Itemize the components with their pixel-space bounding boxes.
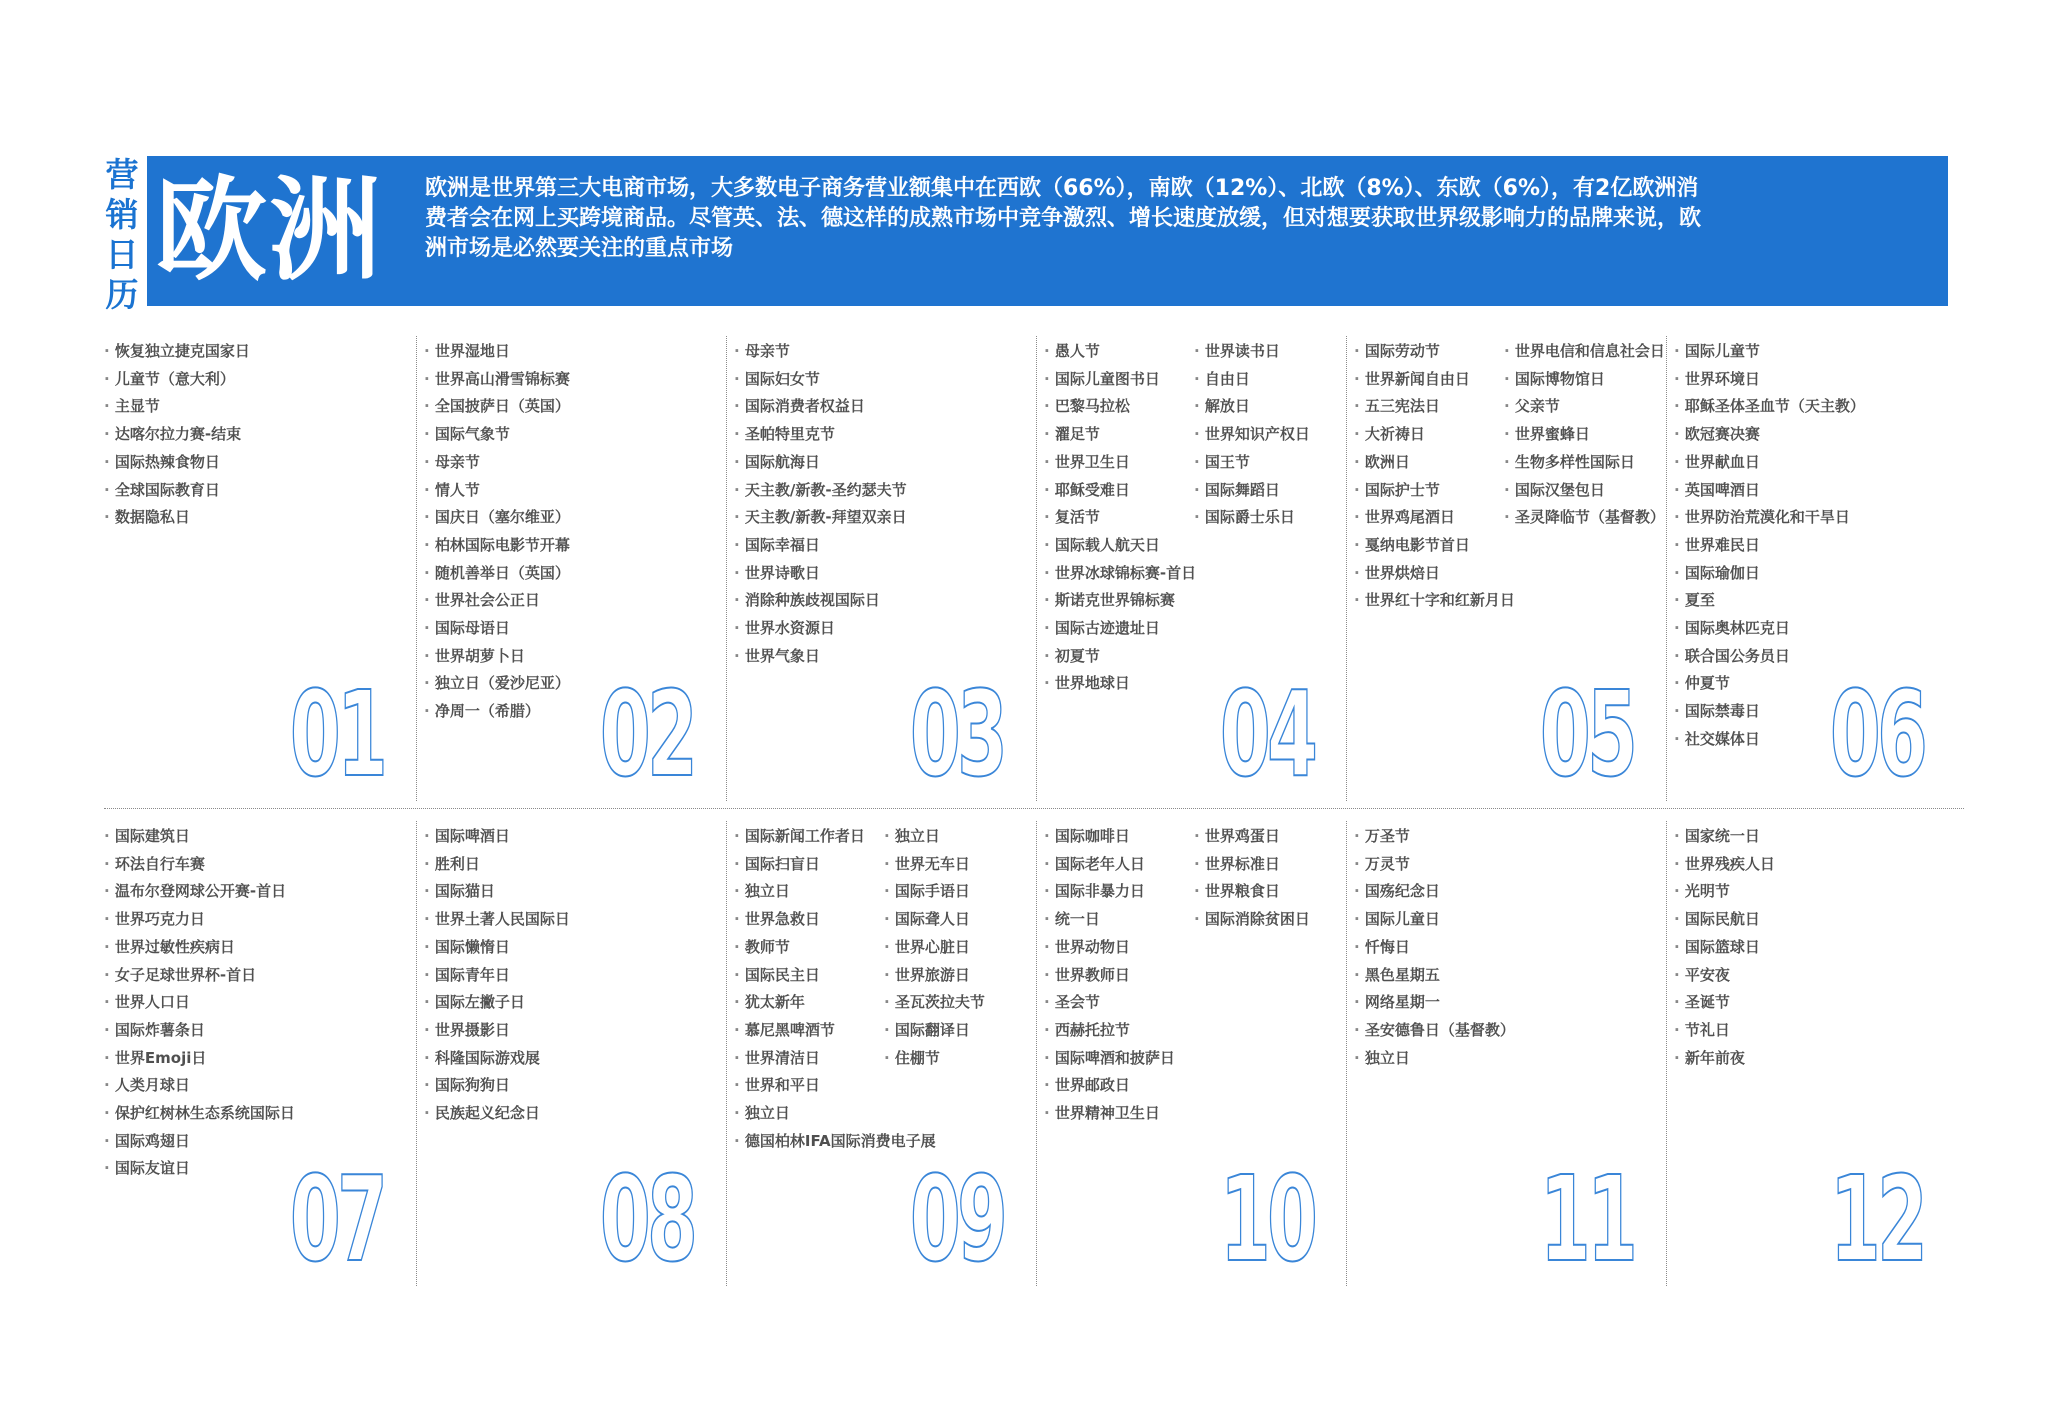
holiday-item: · 国际左撇子日	[424, 989, 570, 1017]
holiday-item: · 世界心脏日	[884, 934, 985, 962]
holiday-item: · 世界知识产权日	[1194, 421, 1310, 449]
holiday-item: · 随机善举日（英国）	[424, 560, 570, 588]
holiday-item: · 民族起义纪念日	[424, 1100, 570, 1128]
holiday-item: · 世界急救日	[734, 906, 936, 934]
holiday-item: · 世界Emoji日	[104, 1045, 295, 1073]
holiday-item: · 黑色星期五	[1354, 962, 1515, 990]
holiday-list	[424, 823, 570, 1128]
holiday-item: · 住棚节	[884, 1045, 985, 1073]
holiday-item: · 国际民主日	[734, 962, 936, 990]
holiday-item: · 国际翻译日	[884, 1017, 985, 1045]
holiday-item: · 科隆国际游戏展	[424, 1045, 570, 1073]
side-label-char: 营	[105, 155, 139, 194]
holiday-item: · 夏至	[1674, 587, 1865, 615]
month-cell	[1674, 338, 1954, 803]
holiday-list	[1044, 338, 1196, 698]
holiday-item: · 西赫托拉节	[1044, 1017, 1175, 1045]
holiday-item: · 国际新闻工作者日	[734, 823, 936, 851]
holiday-item: · 世界残疾人日	[1674, 851, 1775, 879]
month-cell	[1044, 823, 1344, 1288]
holiday-item: · 世界冰球锦标赛-首日	[1044, 560, 1196, 588]
holiday-item: · 温布尔登网球公开赛-首日	[104, 878, 295, 906]
holiday-item: · 国家统一日	[1674, 823, 1775, 851]
holiday-item: · 国际啤酒日	[424, 823, 570, 851]
month-number: 12	[1829, 1150, 1924, 1288]
holiday-item: · 国际护士节	[1354, 477, 1515, 505]
holiday-item: · 国际儿童日	[1354, 906, 1515, 934]
row-divider	[104, 808, 1964, 809]
holiday-item: · 人类月球日	[104, 1072, 295, 1100]
holiday-item: · 世界和平日	[734, 1072, 936, 1100]
holiday-item: · 联合国公务员日	[1674, 643, 1865, 671]
holiday-item: · 国际建筑日	[104, 823, 295, 851]
holiday-list	[1194, 823, 1310, 934]
holiday-item: · 世界巧克力日	[104, 906, 295, 934]
column-divider	[1346, 821, 1347, 1286]
holiday-item: · 世界土著人民国际日	[424, 906, 570, 934]
holiday-item: · 圣灵降临节（基督教）	[1504, 504, 1665, 532]
holiday-item: · 英国啤酒日	[1674, 477, 1865, 505]
holiday-item: · 国际手语日	[884, 878, 985, 906]
holiday-item: · 欧洲日	[1354, 449, 1515, 477]
holiday-item: · 节礼日	[1674, 1017, 1775, 1045]
holiday-item: · 世界人口日	[104, 989, 295, 1017]
holiday-item: · 世界难民日	[1674, 532, 1865, 560]
holiday-item: · 复活节	[1044, 504, 1196, 532]
column-divider	[1346, 336, 1347, 801]
holiday-item: · 世界胡萝卜日	[424, 643, 570, 671]
month-cell	[734, 338, 1034, 803]
holiday-item: · 仲夏节	[1674, 670, 1865, 698]
holiday-item: · 全国披萨日（英国）	[424, 393, 570, 421]
holiday-item: · 世界鸡尾酒日	[1354, 504, 1515, 532]
holiday-item: · 巴黎马拉松	[1044, 393, 1196, 421]
holiday-item: · 世界湿地日	[424, 338, 570, 366]
holiday-item: · 慕尼黑啤酒节	[734, 1017, 936, 1045]
holiday-item: · 国际啤酒和披萨日	[1044, 1045, 1175, 1073]
column-divider	[1666, 821, 1667, 1286]
holiday-item: · 净周一（希腊）	[424, 698, 570, 726]
holiday-item: · 世界献血日	[1674, 449, 1865, 477]
holiday-item: · 耶稣圣体圣血节（天主教）	[1674, 393, 1865, 421]
holiday-item: · 达喀尔拉力赛-结束	[104, 421, 250, 449]
holiday-item: · 儿童节（意大利）	[104, 366, 250, 394]
holiday-item: · 世界过敏性疾病日	[104, 934, 295, 962]
month-cell	[1674, 823, 1954, 1288]
holiday-item: · 世界摄影日	[424, 1017, 570, 1045]
month-number: 11	[1539, 1150, 1634, 1288]
holiday-item: · 胜利日	[424, 851, 570, 879]
holiday-item: · 世界教师日	[1044, 962, 1175, 990]
holiday-item: · 柏林国际电影节开幕	[424, 532, 570, 560]
holiday-item: · 国际消除贫困日	[1194, 906, 1310, 934]
column-divider	[726, 336, 727, 801]
holiday-item: · 天主教/新教-圣约瑟夫节	[734, 477, 907, 505]
holiday-list	[1674, 823, 1775, 1072]
holiday-item: · 数据隐私日	[104, 504, 250, 532]
holiday-item: · 国际咖啡日	[1044, 823, 1175, 851]
holiday-item: · 耶稣受难日	[1044, 477, 1196, 505]
holiday-item: · 国际鸡翅日	[104, 1128, 295, 1156]
holiday-item: · 国际猫日	[424, 878, 570, 906]
holiday-item: · 父亲节	[1504, 393, 1665, 421]
holiday-item: · 世界清洁日	[734, 1045, 936, 1073]
holiday-item: · 自由日	[1194, 366, 1310, 394]
holiday-item: · 世界诗歌日	[734, 560, 907, 588]
holiday-item: · 解放日	[1194, 393, 1310, 421]
holiday-item: · 保护红树林生态系统国际日	[104, 1100, 295, 1128]
holiday-item: · 国际非暴力日	[1044, 878, 1175, 906]
holiday-item: · 世界社会公正日	[424, 587, 570, 615]
holiday-item: · 世界鸡蛋日	[1194, 823, 1310, 851]
holiday-item: · 国际扫盲日	[734, 851, 936, 879]
holiday-item: · 世界新闻自由日	[1354, 366, 1515, 394]
month-number: 06	[1829, 665, 1924, 803]
month-number: 10	[1219, 1150, 1314, 1288]
holiday-list	[104, 338, 250, 532]
holiday-item: · 大祈祷日	[1354, 421, 1515, 449]
holiday-item: · 五三宪法日	[1354, 393, 1515, 421]
holiday-list	[1044, 823, 1175, 1128]
holiday-item: · 国际炸薯条日	[104, 1017, 295, 1045]
holiday-item: · 国际博物馆日	[1504, 366, 1665, 394]
holiday-item: · 天主教/新教-拜望双亲日	[734, 504, 907, 532]
holiday-item: · 圣诞节	[1674, 989, 1775, 1017]
month-cell	[1354, 338, 1664, 803]
holiday-item: · 世界水资源日	[734, 615, 907, 643]
month-number: 03	[909, 665, 1004, 803]
holiday-item: · 国际青年日	[424, 962, 570, 990]
holiday-item: · 独立日	[884, 823, 985, 851]
holiday-item: · 国际瑜伽日	[1674, 560, 1865, 588]
holiday-item: · 世界无车日	[884, 851, 985, 879]
holiday-item: · 德国柏林IFA国际消费电子展	[734, 1128, 936, 1156]
holiday-item: · 初夏节	[1044, 643, 1196, 671]
holiday-item: · 国际劳动节	[1354, 338, 1515, 366]
holiday-list	[1194, 338, 1310, 532]
holiday-item: · 主显节	[104, 393, 250, 421]
column-divider	[1036, 821, 1037, 1286]
holiday-item: · 消除种族歧视国际日	[734, 587, 907, 615]
holiday-item: · 愚人节	[1044, 338, 1196, 366]
holiday-list	[104, 823, 295, 1183]
month-number: 08	[599, 1150, 694, 1288]
holiday-list	[884, 823, 985, 1072]
holiday-list	[1354, 338, 1515, 615]
holiday-item: · 犹太新年	[734, 989, 936, 1017]
holiday-item: · 世界标准日	[1194, 851, 1310, 879]
column-divider	[726, 821, 727, 1286]
side-label-char: 日	[105, 235, 139, 274]
holiday-item: · 生物多样性国际日	[1504, 449, 1665, 477]
holiday-item: · 光明节	[1674, 878, 1775, 906]
month-cell	[1044, 338, 1344, 803]
holiday-item: · 独立日（爱沙尼亚）	[424, 670, 570, 698]
holiday-item: · 国际爵士乐日	[1194, 504, 1310, 532]
holiday-item: · 戛纳电影节首日	[1354, 532, 1515, 560]
holiday-item: · 平安夜	[1674, 962, 1775, 990]
holiday-item: · 斯诺克世界锦标赛	[1044, 587, 1196, 615]
holiday-item: · 国际篮球日	[1674, 934, 1775, 962]
holiday-list	[424, 338, 570, 726]
holiday-item: · 国际儿童节	[1674, 338, 1865, 366]
holiday-item: · 国际友谊日	[104, 1155, 295, 1183]
holiday-item: · 环法自行车赛	[104, 851, 295, 879]
holiday-item: · 世界电信和信息社会日	[1504, 338, 1665, 366]
holiday-item: · 国际奥林匹克日	[1674, 615, 1865, 643]
month-cell	[104, 823, 414, 1288]
holiday-item: · 忏悔日	[1354, 934, 1515, 962]
holiday-item: · 女子足球世界杯-首日	[104, 962, 295, 990]
holiday-item: · 全球国际教育日	[104, 477, 250, 505]
column-divider	[1036, 336, 1037, 801]
month-number: 04	[1219, 665, 1314, 803]
holiday-item: · 世界邮政日	[1044, 1072, 1175, 1100]
month-number: 01	[289, 665, 384, 803]
holiday-item: · 国际民航日	[1674, 906, 1775, 934]
holiday-item: · 世界红十字和红新月日	[1354, 587, 1515, 615]
calendar-grid	[104, 338, 1964, 1288]
holiday-list	[1354, 823, 1515, 1072]
holiday-item: · 世界地球日	[1044, 670, 1196, 698]
holiday-item: · 新年前夜	[1674, 1045, 1775, 1073]
holiday-item: · 万灵节	[1354, 851, 1515, 879]
column-divider	[1666, 336, 1667, 801]
holiday-list	[734, 338, 907, 670]
holiday-item: · 情人节	[424, 477, 570, 505]
holiday-item: · 社交媒体日	[1674, 726, 1865, 754]
holiday-item: · 恢复独立捷克国家日	[104, 338, 250, 366]
holiday-item: · 母亲节	[734, 338, 907, 366]
holiday-item: · 世界精神卫生日	[1044, 1100, 1175, 1128]
holiday-item: · 国庆日（塞尔维亚）	[424, 504, 570, 532]
month-cell	[1354, 823, 1664, 1288]
holiday-item: · 国际热辣食物日	[104, 449, 250, 477]
holiday-item: · 世界粮食日	[1194, 878, 1310, 906]
column-divider	[416, 336, 417, 801]
month-number: 07	[289, 1150, 384, 1288]
side-label-char: 销	[105, 195, 139, 234]
holiday-item: · 世界烘焙日	[1354, 560, 1515, 588]
holiday-item: · 世界读书日	[1194, 338, 1310, 366]
holiday-item: · 独立日	[1354, 1045, 1515, 1073]
side-label	[104, 155, 140, 315]
holiday-item: · 国际儿童图书日	[1044, 366, 1196, 394]
holiday-item: · 世界蜜蜂日	[1504, 421, 1665, 449]
holiday-item: · 世界卫生日	[1044, 449, 1196, 477]
holiday-list	[1504, 338, 1665, 532]
holiday-item: · 国殇纪念日	[1354, 878, 1515, 906]
holiday-item: · 国际狗狗日	[424, 1072, 570, 1100]
holiday-item: · 国际禁毒日	[1674, 698, 1865, 726]
holiday-item: · 世界高山滑雪锦标赛	[424, 366, 570, 394]
holiday-item: · 世界旅游日	[884, 962, 985, 990]
holiday-item: · 国际航海日	[734, 449, 907, 477]
holiday-item: · 圣安德鲁日（基督教）	[1354, 1017, 1515, 1045]
holiday-item: · 母亲节	[424, 449, 570, 477]
holiday-item: · 网络星期一	[1354, 989, 1515, 1017]
header-banner	[147, 156, 1948, 306]
region-title: 欧洲	[147, 156, 417, 306]
holiday-item: · 欧冠赛决赛	[1674, 421, 1865, 449]
month-number: 05	[1539, 665, 1634, 803]
holiday-item: · 独立日	[734, 878, 936, 906]
month-number: 09	[909, 1150, 1004, 1288]
holiday-item: · 国际母语日	[424, 615, 570, 643]
month-cell	[104, 338, 414, 803]
intro-text: 欧洲是世界第三大电商市场，大多数电子商务营业额集中在西欧（66%），南欧（12%）、北欧（8%）、东欧（6%），有2亿欧洲消费者会在网上买跨境商品。尽管英、法、德这样的成熟市场中竞争激烈、增长速度放缓，但对想要获取世界级影响力的品牌来说，欧洲市场是必然要关注的重点市场	[425, 176, 1702, 261]
holiday-item: · 圣瓦茨拉夫节	[884, 989, 985, 1017]
holiday-item: · 圣会节	[1044, 989, 1175, 1017]
holiday-item: · 教师节	[734, 934, 936, 962]
holiday-item: · 国际舞蹈日	[1194, 477, 1310, 505]
holiday-item: · 国际聋人日	[884, 906, 985, 934]
side-label-char: 历	[105, 275, 139, 314]
holiday-item: · 国际幸福日	[734, 532, 907, 560]
holiday-item: · 国际消费者权益日	[734, 393, 907, 421]
holiday-item: · 国际老年人日	[1044, 851, 1175, 879]
column-divider	[416, 821, 417, 1286]
month-cell	[424, 338, 724, 803]
holiday-item: · 圣帕特里克节	[734, 421, 907, 449]
holiday-item: · 国际气象节	[424, 421, 570, 449]
holiday-item: · 国际汉堡包日	[1504, 477, 1665, 505]
holiday-item: · 国际古迹遗址日	[1044, 615, 1196, 643]
holiday-item: · 独立日	[734, 1100, 936, 1128]
month-cell	[424, 823, 724, 1288]
holiday-item: · 万圣节	[1354, 823, 1515, 851]
month-number: 02	[599, 665, 694, 803]
holiday-item: · 国际妇女节	[734, 366, 907, 394]
holiday-item: · 世界防治荒漠化和干旱日	[1674, 504, 1865, 532]
holiday-item: · 濯足节	[1044, 421, 1196, 449]
holiday-item: · 世界动物日	[1044, 934, 1175, 962]
holiday-item: · 世界气象日	[734, 643, 907, 671]
holiday-item: · 世界环境日	[1674, 366, 1865, 394]
holiday-item: · 国王节	[1194, 449, 1310, 477]
holiday-item: · 国际懒惰日	[424, 934, 570, 962]
holiday-item: · 国际载人航天日	[1044, 532, 1196, 560]
month-cell	[734, 823, 1034, 1288]
holiday-item: · 统一日	[1044, 906, 1175, 934]
